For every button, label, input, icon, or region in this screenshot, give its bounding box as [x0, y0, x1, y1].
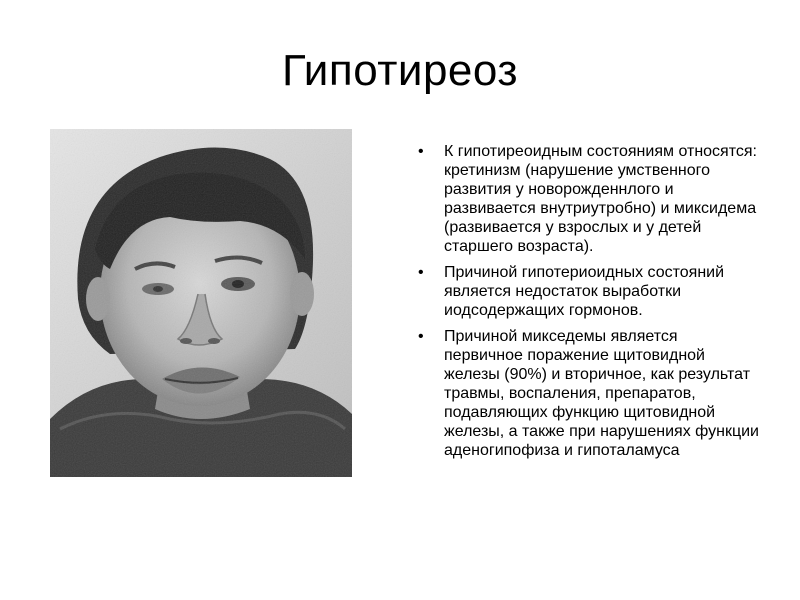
bullet-item [410, 327, 760, 460]
bullet-dot: • [418, 328, 424, 345]
bullet-dot: • [418, 264, 424, 281]
bullet-list [410, 142, 760, 467]
bullet-text: Причиной гипотериоидных состояний является недостаток выработки иодсодержащих гормонов. [444, 264, 725, 319]
bullet-text: Причиной микседемы является первичное поражение щитовидной железы (90%) и вторичное, как результат травмы, воспаления, препаратов, подавляющих функцию щитовидной железы, а также при нарушениях функции аденогипофиза и гипоталамуса [444, 328, 759, 459]
bullet-text: К гипотиреоидным состояниям относятся: кретинизм (нарушение умственного развития у новорожденнлого и развивается внутриутробно) и миксидема (развивается у взрослых и у детей старшего возраста). [444, 143, 757, 255]
bullet-item [410, 142, 760, 256]
bullet-item [410, 263, 760, 320]
slide-title: Гипотиреоз [281, 46, 519, 95]
bullet-dot: • [418, 143, 424, 160]
patient-photo [50, 129, 352, 477]
patient-photo-illustration [50, 129, 352, 477]
